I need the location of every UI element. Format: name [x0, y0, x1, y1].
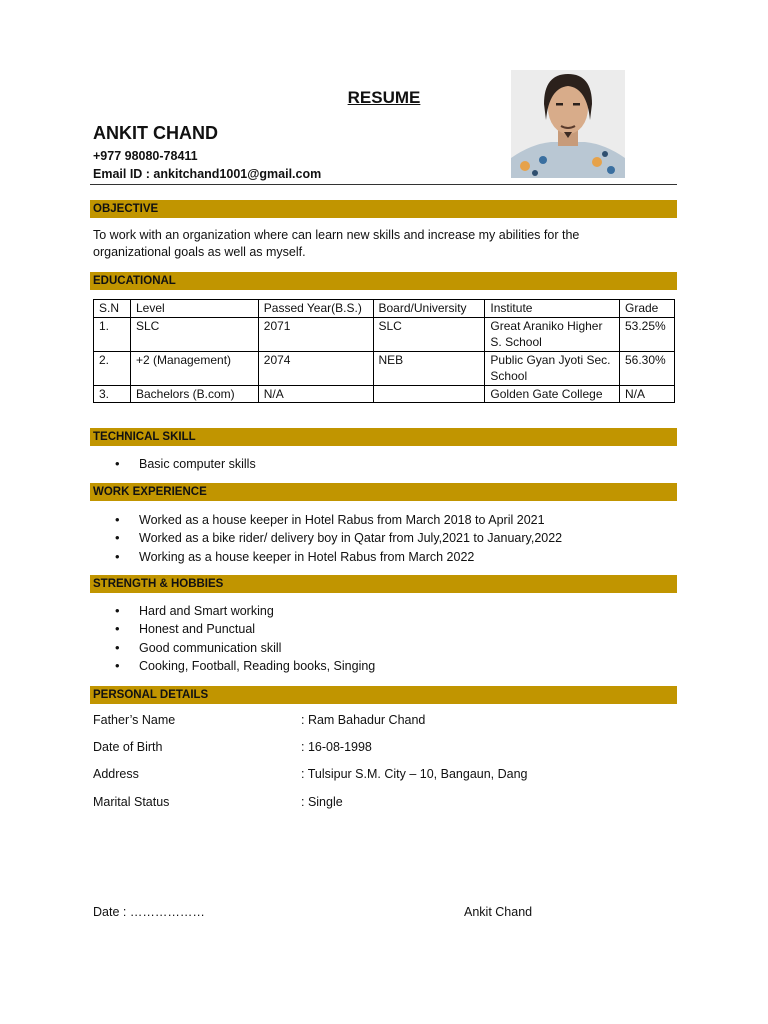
table-header: Institute	[485, 300, 620, 318]
table-row	[94, 317, 675, 351]
table-cell: N/A	[619, 385, 674, 403]
table-header: Passed Year(B.S.)	[258, 300, 373, 318]
date-of-birth-label: Date of Birth	[93, 740, 163, 754]
objective-heading: OBJECTIVE	[90, 200, 677, 218]
list-item: • Cooking, Football, Reading books, Singing	[115, 657, 375, 675]
table-cell: 3.	[94, 385, 131, 403]
table-cell: Great Araniko Higher S. School	[485, 317, 620, 351]
table-cell: 56.30%	[619, 351, 674, 385]
list-item: • Worked as a bike rider/ delivery boy in Qatar from July,2021 to January,2022	[115, 529, 562, 547]
technical-skill-heading: TECHNICAL SKILL	[90, 428, 677, 446]
table-cell: SLC	[130, 317, 258, 351]
work-experience-list	[115, 511, 562, 566]
marital-status-label: Marital Status	[93, 795, 170, 809]
table-row	[94, 385, 675, 403]
table-cell: 2071	[258, 317, 373, 351]
address-label: Address	[93, 767, 139, 781]
list-item: • Hard and Smart working	[115, 602, 375, 620]
fathers-name-value: : Ram Bahadur Chand	[301, 713, 426, 727]
marital-status-value: : Single	[301, 795, 343, 809]
phone-number: +977 98080-78411	[93, 149, 198, 163]
table-header: Level	[130, 300, 258, 318]
table-cell: NEB	[373, 351, 485, 385]
resume-title: RESUME	[347, 88, 421, 107]
address-value: : Tulsipur S.M. City – 10, Bangaun, Dang	[301, 767, 528, 781]
table-cell: 2.	[94, 351, 131, 385]
table-cell: Bachelors (B.com)	[130, 385, 258, 403]
table-row	[94, 351, 675, 385]
table-cell: SLC	[373, 317, 485, 351]
education-table	[93, 299, 675, 403]
list-item: • Honest and Punctual	[115, 620, 375, 638]
list-item: • Basic computer skills	[115, 455, 256, 473]
table-header: Board/University	[373, 300, 485, 318]
header-divider	[90, 184, 677, 185]
strength-hobbies-heading: STRENGTH & HOBBIES	[90, 575, 677, 593]
table-header: Grade	[619, 300, 674, 318]
technical-skill-list	[115, 455, 256, 473]
table-cell	[373, 385, 485, 403]
table-cell: N/A	[258, 385, 373, 403]
email-line: Email ID : ankitchand1001@gmail.com	[93, 167, 322, 181]
table-cell: Golden Gate College	[485, 385, 620, 403]
table-cell: +2 (Management)	[130, 351, 258, 385]
date-line: Date : ………………	[93, 905, 205, 919]
table-cell: 2074	[258, 351, 373, 385]
table-cell: 53.25%	[619, 317, 674, 351]
profile-photo	[511, 70, 625, 178]
strength-hobbies-list	[115, 602, 375, 675]
candidate-name: ANKIT CHAND	[93, 123, 218, 143]
list-item: • Good communication skill	[115, 639, 375, 657]
signature-name: Ankit Chand	[464, 905, 533, 919]
objective-text: To work with an organization where can learn new skills and increase my abilities for the organizational goals as well as myself.	[93, 228, 580, 259]
fathers-name-label: Father’s Name	[93, 713, 176, 727]
educational-heading: EDUCATIONAL	[90, 272, 677, 290]
date-of-birth-value: : 16-08-1998	[301, 740, 372, 754]
table-header: S.N	[94, 300, 131, 318]
work-experience-heading: WORK EXPERIENCE	[90, 483, 677, 501]
list-item: • Worked as a house keeper in Hotel Rabus from March 2018 to April 2021	[115, 511, 562, 529]
table-header-row	[94, 300, 675, 318]
list-item: • Working as a house keeper in Hotel Rabus from March 2022	[115, 548, 562, 566]
table-cell: 1.	[94, 317, 131, 351]
personal-details-heading: PERSONAL DETAILS	[90, 686, 677, 704]
table-cell: Public Gyan Jyoti Sec. School	[485, 351, 620, 385]
